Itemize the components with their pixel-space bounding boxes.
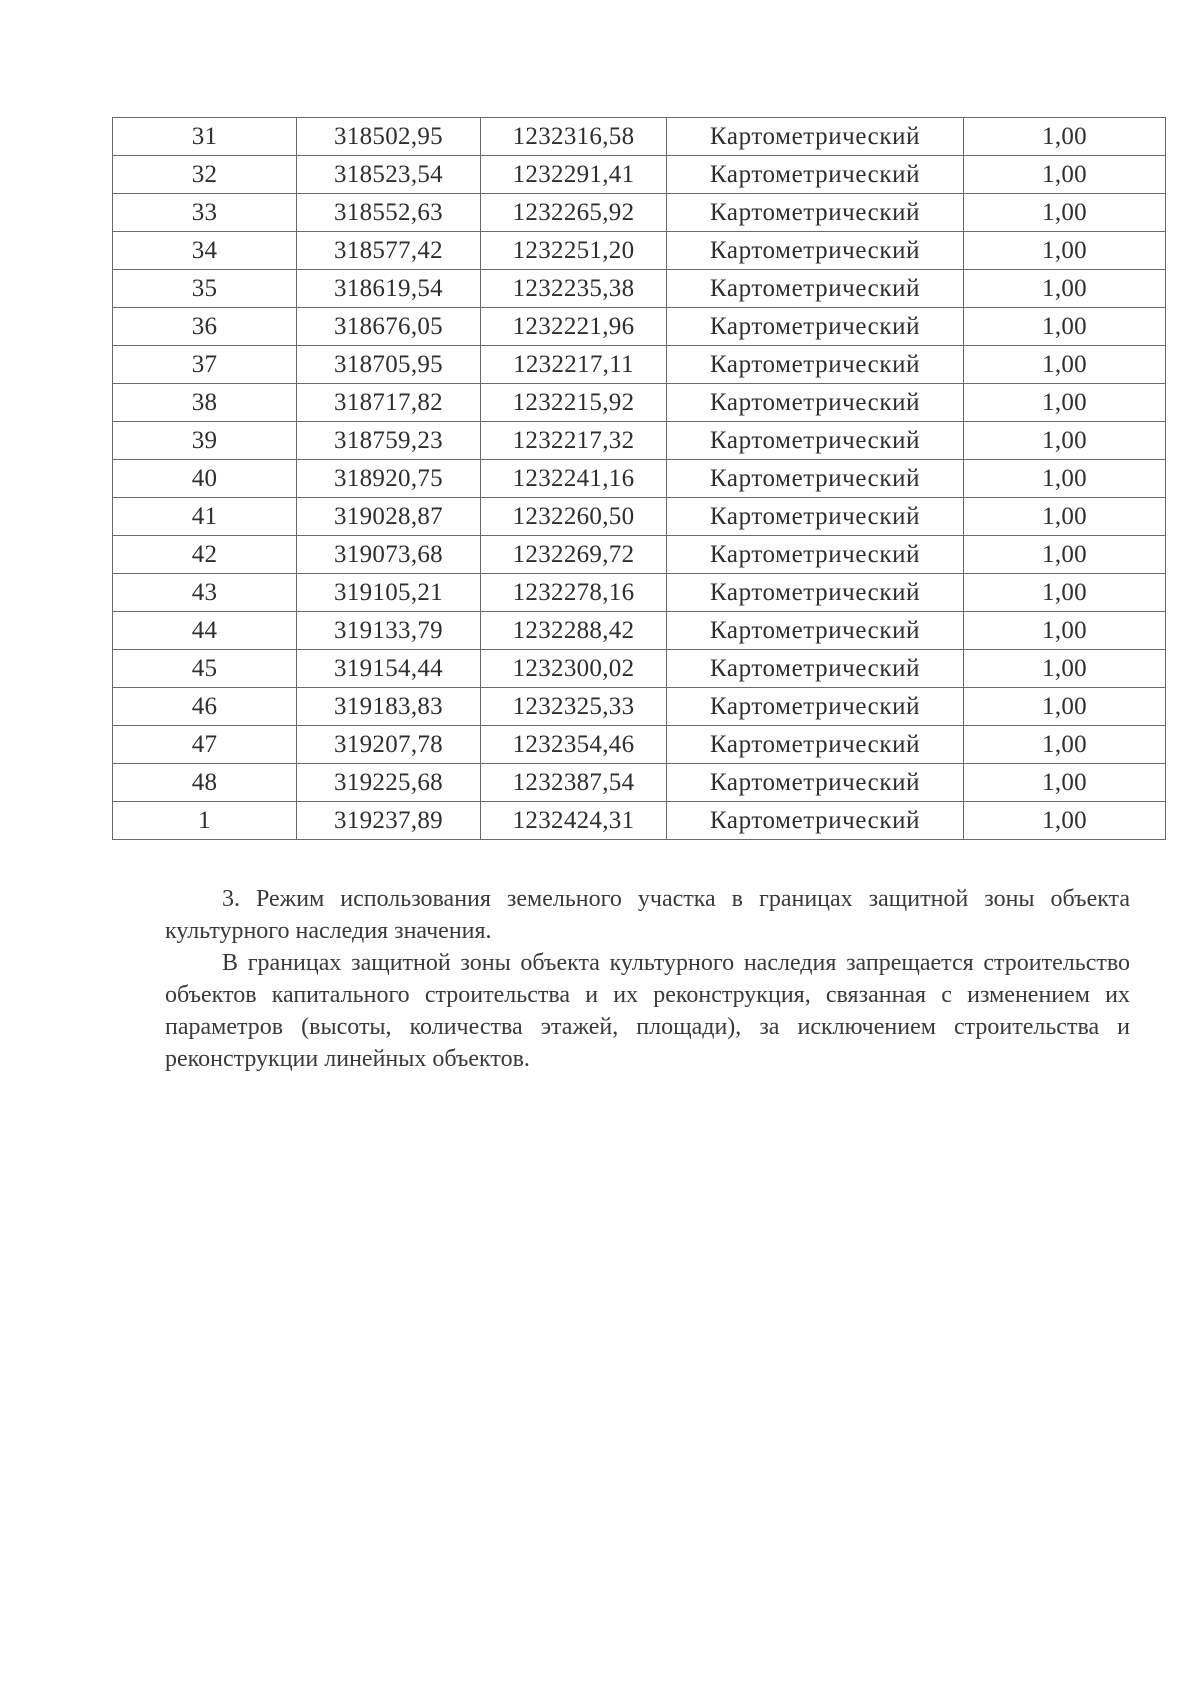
cell-method: Картометрический	[667, 384, 964, 422]
cell-y-coordinate: 1232217,32	[481, 422, 667, 460]
cell-point-number: 46	[113, 688, 297, 726]
cell-accuracy: 1,00	[964, 308, 1166, 346]
cell-accuracy: 1,00	[964, 612, 1166, 650]
table-row	[113, 536, 1166, 574]
cell-method: Картометрический	[667, 118, 964, 156]
cell-accuracy: 1,00	[964, 802, 1166, 840]
cell-y-coordinate: 1232300,02	[481, 650, 667, 688]
cell-x-coordinate: 318552,63	[297, 194, 481, 232]
table-row	[113, 802, 1166, 840]
cell-accuracy: 1,00	[964, 688, 1166, 726]
cell-point-number: 42	[113, 536, 297, 574]
cell-point-number: 41	[113, 498, 297, 536]
cell-method: Картометрический	[667, 650, 964, 688]
section-text	[165, 883, 1130, 1075]
cell-accuracy: 1,00	[964, 650, 1166, 688]
cell-accuracy: 1,00	[964, 460, 1166, 498]
cell-accuracy: 1,00	[964, 232, 1166, 270]
table-row	[113, 574, 1166, 612]
cell-method: Картометрический	[667, 688, 964, 726]
cell-method: Картометрический	[667, 460, 964, 498]
cell-method: Картометрический	[667, 764, 964, 802]
cell-method: Картометрический	[667, 802, 964, 840]
cell-y-coordinate: 1232278,16	[481, 574, 667, 612]
cell-method: Картометрический	[667, 156, 964, 194]
table-row	[113, 612, 1166, 650]
table-row	[113, 346, 1166, 384]
cell-y-coordinate: 1232316,58	[481, 118, 667, 156]
coordinates-table-body	[113, 118, 1166, 840]
cell-x-coordinate: 318920,75	[297, 460, 481, 498]
cell-method: Картометрический	[667, 194, 964, 232]
cell-method: Картометрический	[667, 422, 964, 460]
table-row	[113, 194, 1166, 232]
cell-x-coordinate: 318676,05	[297, 308, 481, 346]
cell-point-number: 47	[113, 726, 297, 764]
cell-x-coordinate: 318759,23	[297, 422, 481, 460]
cell-method: Картометрический	[667, 574, 964, 612]
cell-y-coordinate: 1232265,92	[481, 194, 667, 232]
cell-method: Картометрический	[667, 308, 964, 346]
table-row	[113, 688, 1166, 726]
cell-x-coordinate: 319028,87	[297, 498, 481, 536]
cell-accuracy: 1,00	[964, 498, 1166, 536]
cell-point-number: 36	[113, 308, 297, 346]
cell-method: Картометрический	[667, 498, 964, 536]
cell-x-coordinate: 318502,95	[297, 118, 481, 156]
cell-y-coordinate: 1232354,46	[481, 726, 667, 764]
table-row	[113, 156, 1166, 194]
table-row	[113, 726, 1166, 764]
coordinates-table	[112, 117, 1166, 840]
cell-accuracy: 1,00	[964, 270, 1166, 308]
cell-y-coordinate: 1232235,38	[481, 270, 667, 308]
cell-point-number: 43	[113, 574, 297, 612]
cell-method: Картометрический	[667, 726, 964, 764]
cell-y-coordinate: 1232241,16	[481, 460, 667, 498]
cell-point-number: 40	[113, 460, 297, 498]
cell-accuracy: 1,00	[964, 346, 1166, 384]
restrictions-paragraph: В границах защитной зоны объекта культурного наследия запрещается строительство объектов капитального строительства и их реконструкция, связанная с изменением их параметров (высоты, количества этажей, площади), за исключением строительства и реконструкции линейных объектов.	[165, 950, 1130, 1072]
cell-y-coordinate: 1232251,20	[481, 232, 667, 270]
cell-x-coordinate: 319133,79	[297, 612, 481, 650]
cell-point-number: 35	[113, 270, 297, 308]
table-row	[113, 232, 1166, 270]
table-row	[113, 460, 1166, 498]
cell-accuracy: 1,00	[964, 384, 1166, 422]
cell-accuracy: 1,00	[964, 156, 1166, 194]
cell-method: Картометрический	[667, 612, 964, 650]
table-row	[113, 650, 1166, 688]
cell-point-number: 48	[113, 764, 297, 802]
cell-accuracy: 1,00	[964, 574, 1166, 612]
cell-x-coordinate: 319237,89	[297, 802, 481, 840]
cell-x-coordinate: 319207,78	[297, 726, 481, 764]
cell-method: Картометрический	[667, 346, 964, 384]
cell-x-coordinate: 319154,44	[297, 650, 481, 688]
cell-point-number: 37	[113, 346, 297, 384]
table-row	[113, 308, 1166, 346]
cell-x-coordinate: 318717,82	[297, 384, 481, 422]
cell-point-number: 45	[113, 650, 297, 688]
table-row	[113, 764, 1166, 802]
cell-y-coordinate: 1232260,50	[481, 498, 667, 536]
cell-y-coordinate: 1232325,33	[481, 688, 667, 726]
cell-x-coordinate: 318619,54	[297, 270, 481, 308]
cell-accuracy: 1,00	[964, 194, 1166, 232]
cell-method: Картометрический	[667, 232, 964, 270]
cell-accuracy: 1,00	[964, 764, 1166, 802]
cell-x-coordinate: 318523,54	[297, 156, 481, 194]
table-row	[113, 118, 1166, 156]
cell-method: Картометрический	[667, 536, 964, 574]
cell-method: Картометрический	[667, 270, 964, 308]
cell-y-coordinate: 1232217,11	[481, 346, 667, 384]
cell-point-number: 34	[113, 232, 297, 270]
cell-y-coordinate: 1232269,72	[481, 536, 667, 574]
cell-x-coordinate: 319183,83	[297, 688, 481, 726]
cell-accuracy: 1,00	[964, 422, 1166, 460]
cell-y-coordinate: 1232221,96	[481, 308, 667, 346]
cell-y-coordinate: 1232291,41	[481, 156, 667, 194]
cell-y-coordinate: 1232215,92	[481, 384, 667, 422]
cell-point-number: 44	[113, 612, 297, 650]
table-row	[113, 270, 1166, 308]
cell-y-coordinate: 1232288,42	[481, 612, 667, 650]
cell-point-number: 33	[113, 194, 297, 232]
cell-point-number: 38	[113, 384, 297, 422]
section-3-heading-paragraph: 3. Режим использования земельного участка в границах защитной зоны объекта культурного наследия значения.	[165, 886, 1130, 944]
cell-accuracy: 1,00	[964, 536, 1166, 574]
cell-point-number: 1	[113, 802, 297, 840]
cell-y-coordinate: 1232424,31	[481, 802, 667, 840]
table-row	[113, 498, 1166, 536]
table-row	[113, 384, 1166, 422]
cell-point-number: 39	[113, 422, 297, 460]
cell-x-coordinate: 318705,95	[297, 346, 481, 384]
cell-y-coordinate: 1232387,54	[481, 764, 667, 802]
cell-point-number: 32	[113, 156, 297, 194]
cell-x-coordinate: 318577,42	[297, 232, 481, 270]
cell-x-coordinate: 319225,68	[297, 764, 481, 802]
cell-accuracy: 1,00	[964, 726, 1166, 764]
cell-x-coordinate: 319073,68	[297, 536, 481, 574]
cell-point-number: 31	[113, 118, 297, 156]
cell-accuracy: 1,00	[964, 118, 1166, 156]
table-row	[113, 422, 1166, 460]
cell-x-coordinate: 319105,21	[297, 574, 481, 612]
